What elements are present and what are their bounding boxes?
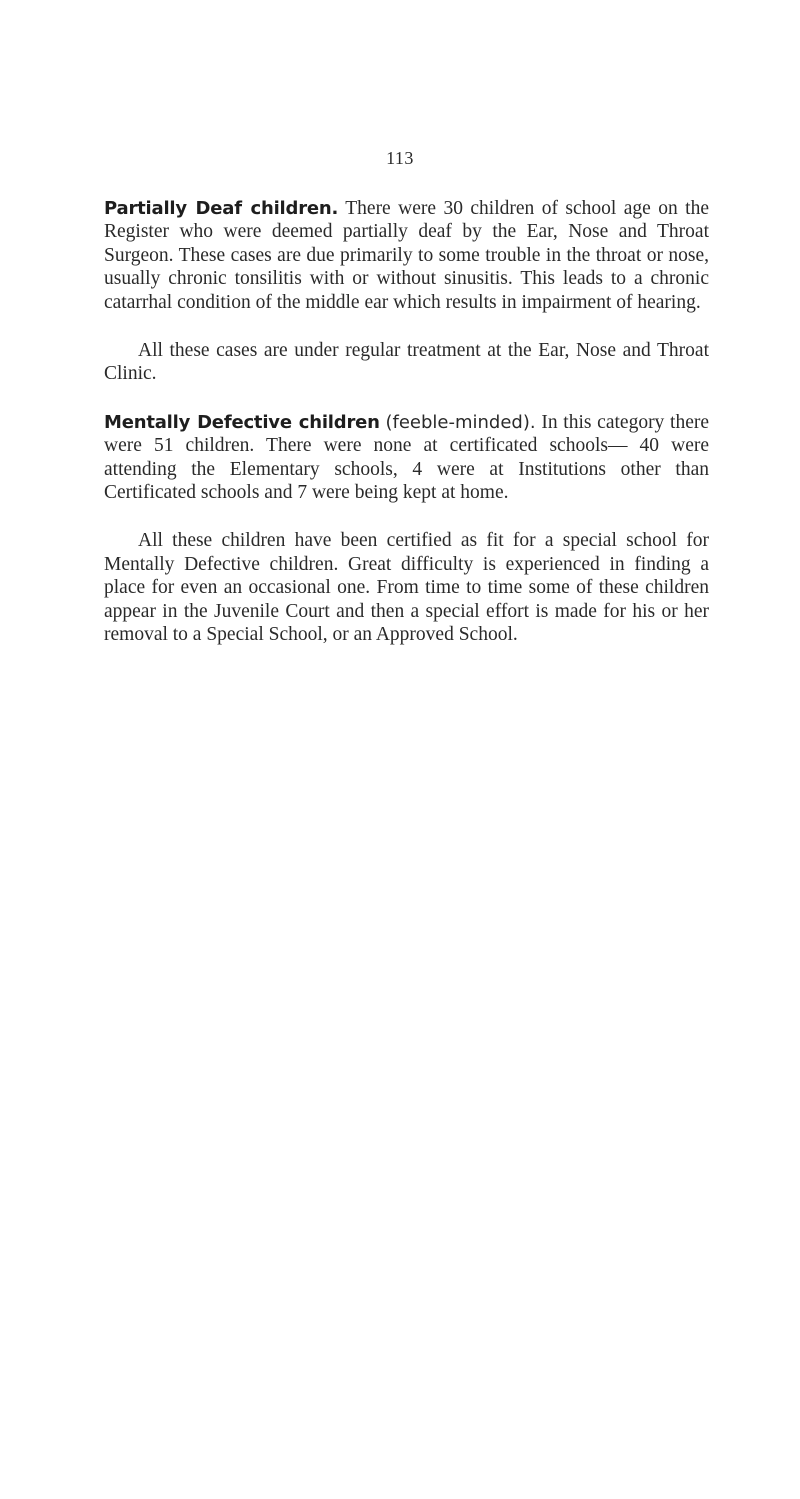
page-number: 113 <box>386 148 414 168</box>
paragraph-gap <box>104 314 709 339</box>
mentally-defective-text: In this category there were 51 children. There were none at certificated schools— 40 were attending the Elementary schools, 4 were at Institutions other than Certificated schools and 7 were being kept at home. <box>104 411 709 504</box>
section-heading-partially-deaf: Partially Deaf children. <box>104 198 339 219</box>
partially-deaf-text: There were 30 children of school age on the Register who were deemed partially deaf by the Ear, Nose and Throat Surgeon. These cases are due primarily to some trouble in the throat or nose, usually chronic tonsilitis with or without sinusitis. This leads to a chronic catarrhal condition of the middle ear which results in impairment of hearing. <box>104 198 709 313</box>
section-heading-mentally-defective: Mentally Defective children <box>104 411 380 433</box>
certified-paragraph: All these children have been certified as fit for a special school for Mentally Defective children. Great difficulty is experienced in finding a place for even an occasional one. From time to time some of these children appear in the Juvenile Court and then a special effort is made for his or her removal to a Special School, or an Approved School. <box>104 530 709 646</box>
paragraph-gap <box>104 504 709 529</box>
treatment-paragraph: All these cases are under regular treatment at the Ear, Nose and Throat Clinic. <box>104 340 709 385</box>
mentally-defective-paragraph <box>104 411 709 505</box>
partially-deaf-paragraph <box>104 197 709 314</box>
section-heading-qualifier: (feeble-minded). <box>385 411 536 433</box>
body-text <box>104 197 709 647</box>
paragraph-gap <box>104 386 709 411</box>
